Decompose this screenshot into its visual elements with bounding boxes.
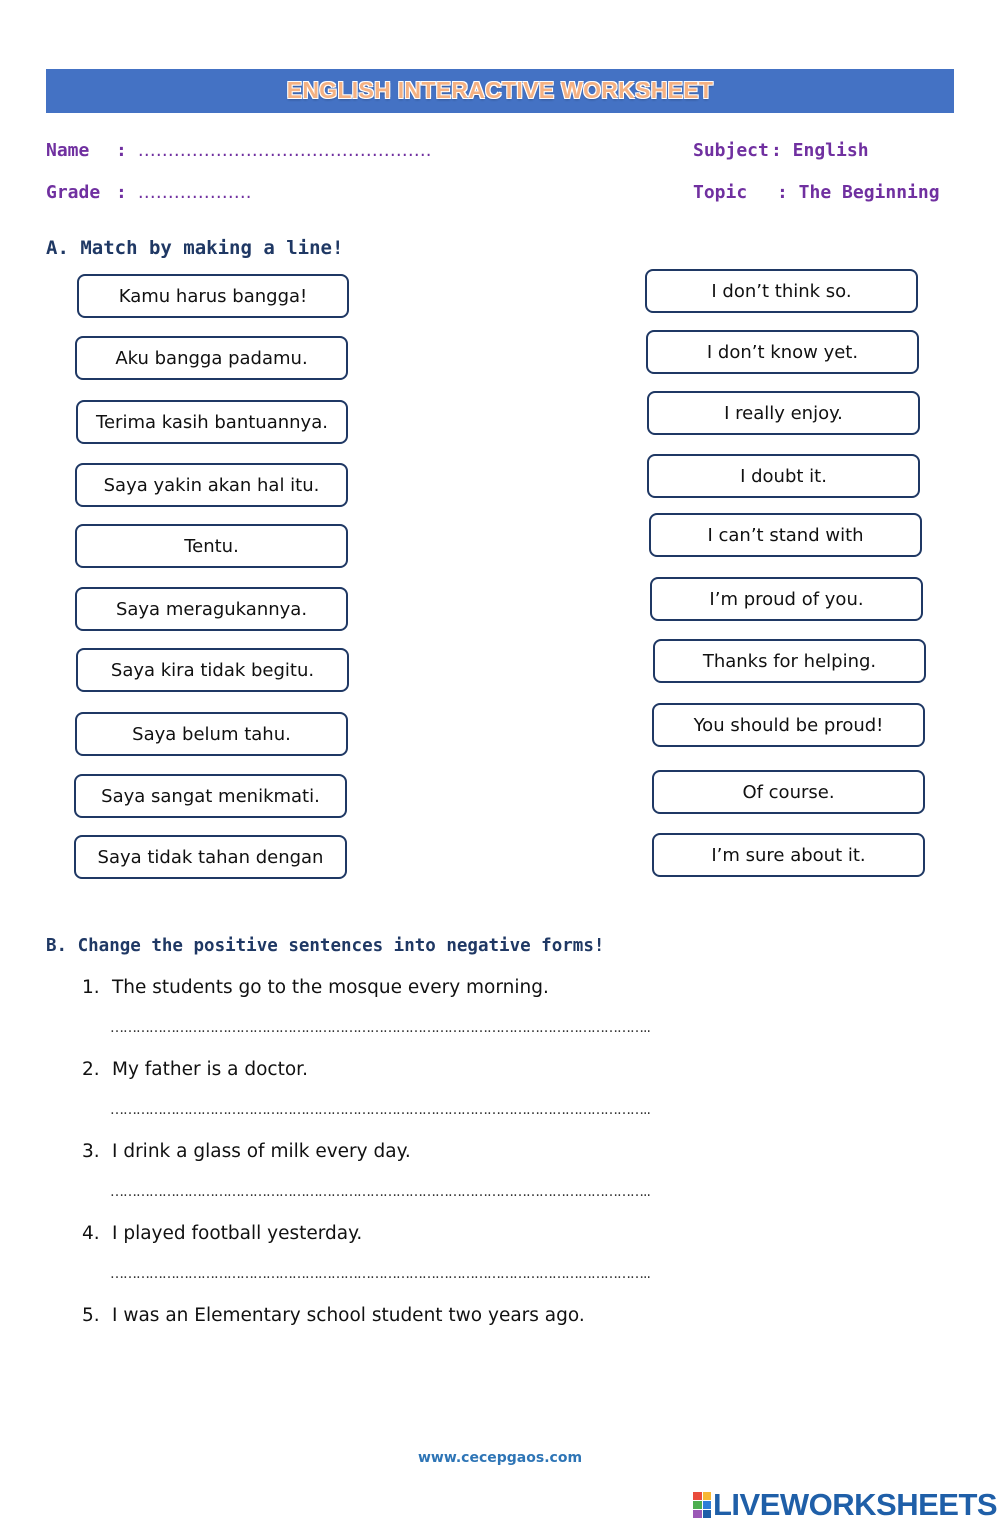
match-right-text: You should be proud! bbox=[693, 714, 884, 736]
logo-block bbox=[703, 1501, 712, 1509]
logo-block bbox=[693, 1510, 702, 1518]
match-left-text: Kamu harus bangga! bbox=[118, 285, 308, 307]
question-number: 3. bbox=[82, 1141, 100, 1162]
match-left-box[interactable] bbox=[76, 648, 349, 692]
match-left-text: Tentu. bbox=[184, 535, 239, 557]
match-left-box[interactable] bbox=[77, 274, 349, 318]
question-number: 5. bbox=[82, 1305, 100, 1326]
question-text: My father is a doctor. bbox=[112, 1059, 308, 1080]
name-label: Name bbox=[46, 140, 90, 161]
answer-line[interactable]: …………………………………………………………………………………………………………….. bbox=[110, 1102, 650, 1118]
match-right-box[interactable] bbox=[650, 577, 923, 621]
match-left-box[interactable] bbox=[74, 774, 347, 818]
subject-field bbox=[693, 140, 869, 161]
match-right-box[interactable] bbox=[649, 513, 922, 557]
match-right-box[interactable] bbox=[652, 770, 925, 814]
match-left-text: Saya yakin akan hal itu. bbox=[103, 474, 320, 496]
title-banner bbox=[46, 69, 954, 113]
match-right-box[interactable] bbox=[652, 703, 925, 747]
match-left-text: Saya tidak tahan dengan bbox=[97, 846, 324, 868]
match-right-box[interactable] bbox=[647, 454, 920, 498]
match-left-text: Terima kasih bantuannya. bbox=[96, 411, 328, 433]
match-left-text: Saya belum tahu. bbox=[132, 723, 291, 745]
subject-value: : English bbox=[771, 140, 869, 161]
question-text: I played football yesterday. bbox=[112, 1223, 363, 1244]
match-right-text: Of course. bbox=[742, 781, 835, 803]
match-right-text: I don’t think so. bbox=[711, 280, 852, 302]
match-right-box[interactable] bbox=[646, 330, 919, 374]
footer-url: www.cecepgaos.com bbox=[417, 1450, 583, 1466]
question-item bbox=[82, 1059, 308, 1080]
match-left-box[interactable] bbox=[74, 835, 347, 879]
section-b-title: B. Change the positive sentences into negative forms! bbox=[46, 936, 605, 956]
match-left-box[interactable] bbox=[75, 587, 348, 631]
match-right-text: Thanks for helping. bbox=[702, 650, 877, 672]
grade-separator: : bbox=[116, 182, 127, 203]
match-right-text: I’m sure about it. bbox=[711, 844, 866, 866]
logo-block bbox=[703, 1510, 712, 1518]
question-number: 1. bbox=[82, 977, 100, 998]
logo-block bbox=[693, 1501, 702, 1509]
question-item bbox=[82, 1223, 362, 1244]
name-blank[interactable]: …………………………………………. bbox=[137, 140, 432, 161]
liveworksheets-logo bbox=[693, 1489, 997, 1520]
topic-label: Topic bbox=[693, 182, 748, 203]
question-text: The students go to the mosque every morning. bbox=[112, 977, 549, 998]
name-field bbox=[46, 140, 431, 161]
match-left-box[interactable] bbox=[75, 524, 348, 568]
logo-block bbox=[693, 1492, 702, 1500]
answer-line[interactable]: …………………………………………………………………………………………………………….. bbox=[110, 1184, 650, 1200]
question-number: 2. bbox=[82, 1059, 100, 1080]
question-item bbox=[82, 1141, 411, 1162]
topic-field bbox=[693, 182, 940, 203]
liveworksheets-brand: LIVEWORKSHEETS bbox=[713, 1487, 998, 1522]
subject-label: Subject bbox=[693, 140, 769, 161]
match-left-box[interactable] bbox=[75, 463, 348, 507]
grade-field bbox=[46, 182, 251, 203]
match-left-box[interactable] bbox=[75, 336, 348, 380]
logo-block bbox=[703, 1492, 712, 1500]
match-left-box[interactable] bbox=[76, 400, 348, 444]
liveworksheets-logo-icon bbox=[693, 1492, 711, 1518]
grade-label: Grade bbox=[46, 182, 101, 203]
question-number: 4. bbox=[82, 1223, 100, 1244]
grade-blank[interactable]: ………………. bbox=[137, 182, 252, 203]
topic-value: : The Beginning bbox=[777, 182, 940, 203]
match-right-text: I’m proud of you. bbox=[709, 588, 864, 610]
match-left-text: Aku bangga padamu. bbox=[115, 347, 308, 369]
match-right-box[interactable] bbox=[653, 639, 926, 683]
section-a-title: A. Match by making a line! bbox=[46, 237, 344, 259]
match-right-text: I really enjoy. bbox=[724, 402, 843, 424]
match-right-text: I don’t know yet. bbox=[706, 341, 859, 363]
match-right-text: I can’t stand with bbox=[707, 524, 864, 546]
match-right-box[interactable] bbox=[652, 833, 925, 877]
match-left-text: Saya sangat menikmati. bbox=[101, 785, 320, 807]
name-separator: : bbox=[116, 140, 127, 161]
match-right-box[interactable] bbox=[645, 269, 918, 313]
match-left-text: Saya meragukannya. bbox=[115, 598, 308, 620]
answer-line[interactable]: …………………………………………………………………………………………………………….. bbox=[110, 1020, 650, 1036]
worksheet-title: ENGLISH INTERACTIVE WORKSHEET bbox=[286, 77, 714, 103]
answer-line[interactable]: …………………………………………………………………………………………………………….. bbox=[110, 1266, 650, 1282]
question-item bbox=[82, 1305, 585, 1326]
match-left-box[interactable] bbox=[75, 712, 348, 756]
match-right-box[interactable] bbox=[647, 391, 920, 435]
question-text: I was an Elementary school student two years ago. bbox=[112, 1305, 585, 1326]
question-text: I drink a glass of milk every day. bbox=[112, 1141, 411, 1162]
match-right-text: I doubt it. bbox=[740, 465, 827, 487]
question-item bbox=[82, 977, 549, 998]
match-left-text: Saya kira tidak begitu. bbox=[110, 659, 315, 681]
